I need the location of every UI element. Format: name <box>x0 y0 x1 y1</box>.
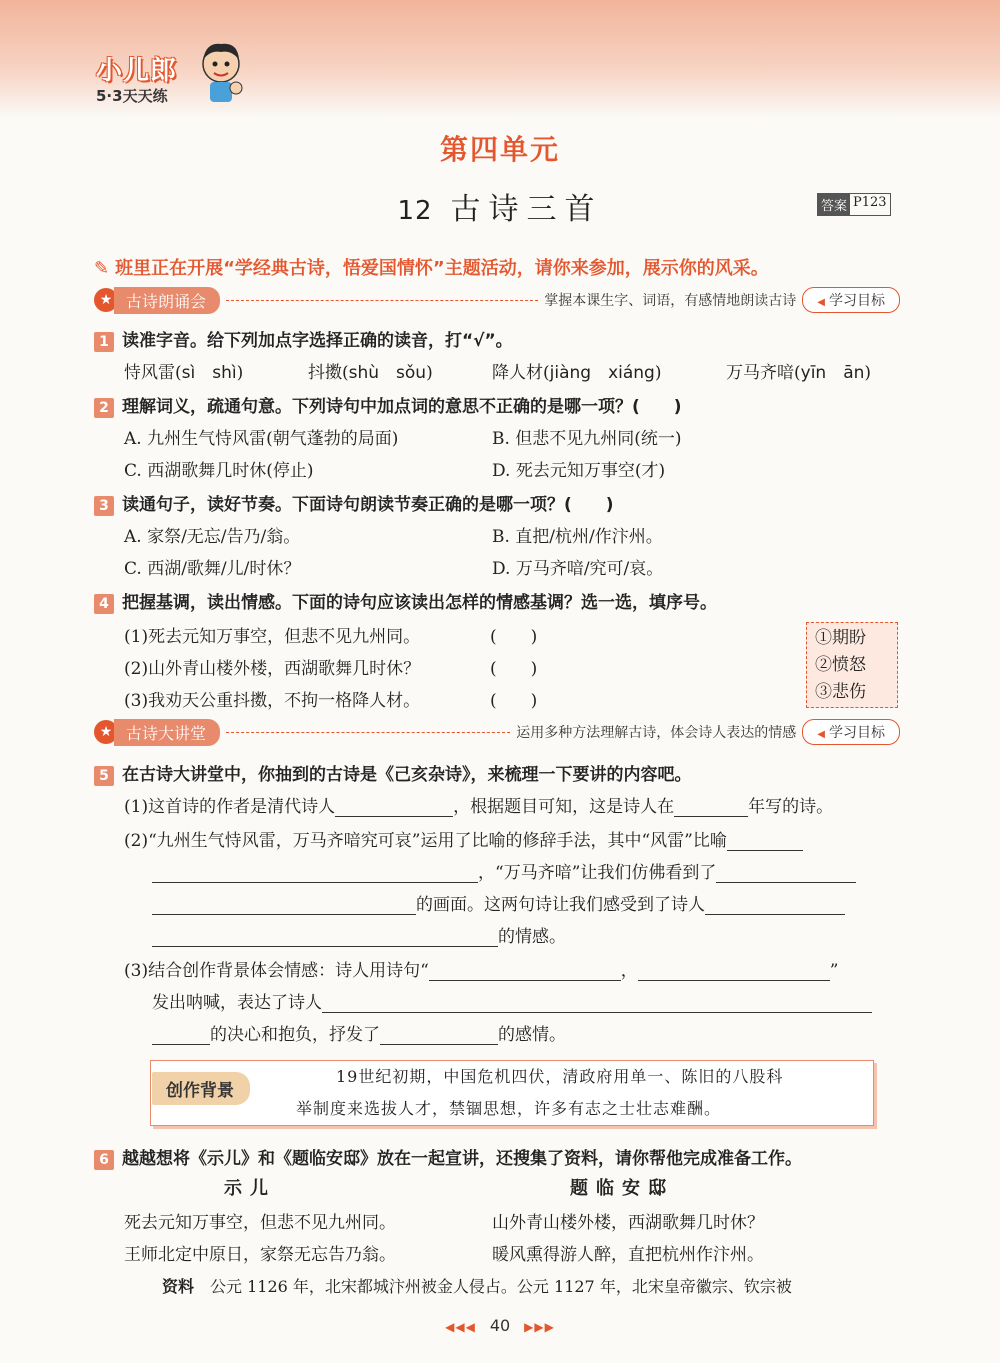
answer-blank[interactable] <box>335 798 453 817</box>
answer-blank[interactable] <box>152 896 416 915</box>
question-3 <box>94 490 614 516</box>
q3-option-a[interactable]: A. 家祭/无忘/告乃/翁。 <box>124 527 301 547</box>
answer-label: 答案 <box>818 194 850 215</box>
emotion-options-box <box>806 622 898 708</box>
emotion-option: ③悲伤 <box>815 682 866 702</box>
q5-line-2: (2)“九州生气恃风雷，万马齐喑究可哀”运用了比喻的修辞手法，其中“风雷”比喻 <box>124 826 803 851</box>
section-label: 古诗朗诵会 <box>114 287 220 314</box>
answer-reference-tag <box>817 193 891 216</box>
goal-tag: ◀ 学习目标 <box>802 719 900 745</box>
q5-line-8: 的决心和抱负，抒发了 的感情。 <box>152 1020 566 1045</box>
q5-line-4: 的画面。这两句诗让我们感受到了诗人 <box>152 890 845 915</box>
poem-title-shier: 示儿 <box>224 1178 276 1199</box>
goal-tag: ◀ 学习目标 <box>802 287 900 313</box>
intro-text: 班里正在开展“学经典古诗，悟爱国情怀”主题活动，请你来参加，展示你的风采。 <box>115 258 769 279</box>
question-number: 6 <box>94 1150 114 1170</box>
q2-option-b[interactable]: B. 但悲不见九州同(统一) <box>492 429 682 449</box>
lesson-name: 古诗三首 <box>450 192 603 227</box>
poem-line: 暖风熏得游人醉，直把杭州作汴州。 <box>492 1245 764 1265</box>
answer-blank[interactable] <box>380 1026 498 1045</box>
section-star-icon: ★ <box>94 288 118 312</box>
answer-blank[interactable] <box>727 832 803 851</box>
q1-item-3[interactable]: 降人材(jiàng xiáng) <box>492 363 662 383</box>
brand-logo <box>96 50 177 106</box>
reference-label: 资料 <box>162 1277 195 1296</box>
question-2 <box>94 392 682 418</box>
page-number: 40 <box>489 1316 511 1335</box>
q5-line-5: 的情感。 <box>152 922 566 947</box>
q2-option-a[interactable]: A. 九州生气恃风雷(朝气蓬勃的局面) <box>124 429 399 449</box>
background-text-2: 举制度来选拔人才，禁锢思想，许多有志之士壮志难酬。 <box>296 1099 722 1118</box>
answer-blank[interactable] <box>716 864 856 883</box>
q4-answer-3[interactable]: ( ) <box>490 691 538 711</box>
background-label: 创作背景 <box>152 1072 250 1105</box>
q2-option-d[interactable]: D. 死去元知万事空(才) <box>492 461 666 481</box>
section-star-icon: ★ <box>94 720 118 744</box>
q3-option-b[interactable]: B. 直把/杭州/作汴州。 <box>492 527 663 547</box>
answer-blank[interactable] <box>152 1026 210 1045</box>
q3-option-c[interactable]: C. 西湖/歌舞/儿/时休？ <box>124 559 301 579</box>
answer-blank[interactable] <box>705 896 845 915</box>
poem-title-tilinandi: 题临安邸 <box>570 1178 674 1199</box>
poem-line: 王师北定中原日，家祭无忘告乃翁。 <box>124 1245 396 1265</box>
activity-intro <box>94 254 769 280</box>
q5-line-3: ，“万马齐喑”让我们仿佛看到了 <box>152 858 856 883</box>
q4-item-1: (1)死去元知万事空，但悲不见九州同。 <box>124 627 421 647</box>
answer-blank[interactable] <box>638 962 830 981</box>
answer-blank[interactable] <box>674 798 748 817</box>
q5-line-1: (1)这首诗的作者是清代诗人 ，根据题目可知，这是诗人在 年写的诗。 <box>124 797 834 817</box>
question-6 <box>94 1144 802 1170</box>
page-footer <box>0 1316 1000 1335</box>
lesson-number: 12 <box>397 196 433 226</box>
reference-material <box>162 1274 792 1297</box>
question-text: 读准字音。给下列加点字选择正确的读音，打“√”。 <box>122 331 513 351</box>
question-5 <box>94 760 692 786</box>
q4-item-2: (2)山外青山楼外楼，西湖歌舞几时休？ <box>124 659 421 679</box>
left-arrows-icon: ◀◀◀ <box>445 1320 476 1334</box>
section-label: 古诗大讲堂 <box>114 719 220 746</box>
right-arrows-icon: ▶▶▶ <box>524 1320 555 1334</box>
q1-item-2[interactable]: 抖擞(shù sǒu) <box>308 363 433 383</box>
background-text-1: 19世纪初期，中国危机四伏，清政府用单一、陈旧的八股科 <box>336 1067 784 1086</box>
series-name: 5·3天天练 <box>96 87 168 105</box>
q1-item-4[interactable]: 万马齐喑(yīn ān) <box>726 363 872 383</box>
q4-item-3: (3)我劝天公重抖擞，不拘一格降人材。 <box>124 691 421 711</box>
poem-line: 死去元知万事空，但悲不见九州同。 <box>124 1213 396 1233</box>
emotion-option: ②愤怒 <box>815 655 866 675</box>
question-text: 把握基调，读出情感。下面的诗句应该读出怎样的情感基调？选一选，填序号。 <box>122 593 717 613</box>
dashed-divider <box>226 300 538 301</box>
answer-blank[interactable] <box>322 994 872 1013</box>
question-text: 读通句子，读好节奏。下面诗句朗读节奏正确的是哪一项？( ) <box>122 495 614 515</box>
question-1 <box>94 326 513 352</box>
answer-blank[interactable] <box>152 864 478 883</box>
q2-option-c[interactable]: C. 西湖歌舞几时休(停止) <box>124 461 314 481</box>
reference-text: 公元 1126 年，北宋都城汴州被金人侵占。公元 1127 年，北宋皇帝徽宗、钦宗被 <box>210 1277 792 1296</box>
q1-item-1[interactable]: 恃风雷(sì shì) <box>124 363 244 383</box>
pencil-icon: ✎ <box>94 258 110 279</box>
section-header-recitation <box>94 288 900 312</box>
brand-name: 小儿郎 <box>96 56 178 86</box>
question-text: 理解词义，疏通句意。下列诗句中加点词的意思不正确的是哪一项？( ) <box>122 397 682 417</box>
section-goal: 运用多种方法理解古诗，体会诗人表达的情感 <box>516 725 797 741</box>
question-number: 2 <box>94 398 114 418</box>
question-text: 在古诗大讲堂中，你抽到的古诗是《己亥杂诗》，来梳理一下要讲的内容吧。 <box>122 765 692 785</box>
question-text: 越越想将《示儿》和《题临安邸》放在一起宣讲，还搜集了资料，请你帮他完成准备工作。 <box>122 1149 802 1169</box>
answer-page: P123 <box>853 195 887 210</box>
answer-blank[interactable] <box>429 962 621 981</box>
question-number: 5 <box>94 766 114 786</box>
section-goal: 掌握本课生字、词语，有感情地朗读古诗 <box>544 293 797 309</box>
answer-blank[interactable] <box>152 928 498 947</box>
unit-title: 第四单元 <box>439 133 560 166</box>
q4-answer-1[interactable]: ( ) <box>490 627 538 647</box>
q5-line-6: (3)结合创作背景体会情感：诗人用诗句“ ， ” <box>124 961 839 981</box>
question-number: 1 <box>94 332 114 352</box>
section-header-lecture <box>94 720 900 744</box>
question-number: 3 <box>94 496 114 516</box>
dashed-divider <box>226 732 510 733</box>
q4-answer-2[interactable]: ( ) <box>490 659 538 679</box>
emotion-option: ①期盼 <box>815 628 866 648</box>
question-number: 4 <box>94 594 114 614</box>
question-4 <box>94 588 717 614</box>
poem-line: 山外青山楼外楼，西湖歌舞几时休？ <box>492 1213 764 1233</box>
q5-line-7: 发出呐喊，表达了诗人 <box>152 988 872 1013</box>
mascot-boy-icon <box>196 40 246 104</box>
q3-option-d[interactable]: D. 万马齐喑/究可/哀。 <box>492 559 664 579</box>
